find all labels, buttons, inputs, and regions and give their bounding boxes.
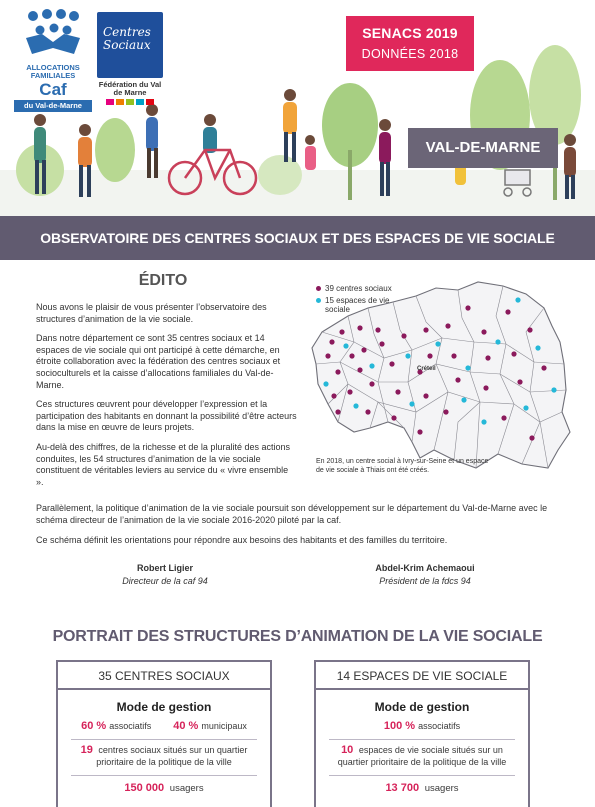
centre-social-marker — [417, 429, 422, 434]
espace-vie-sociale-marker — [551, 387, 556, 392]
centre-social-marker — [511, 351, 516, 356]
stat-label: associatifs — [109, 721, 152, 731]
edito-title: ÉDITO — [138, 272, 188, 289]
department-map — [308, 272, 578, 488]
card-mode: Mode de gestion — [374, 700, 470, 714]
caf-alloc-text: ALLOCATIONS FAMILIALES — [26, 63, 80, 80]
legend-dot-evs — [316, 298, 321, 303]
stat-label: municipaux — [201, 721, 247, 731]
legend-item — [316, 284, 396, 293]
card-users — [58, 782, 270, 794]
centre-social-marker — [529, 435, 534, 440]
espace-vie-sociale-marker — [481, 419, 486, 424]
centre-social-marker — [481, 329, 486, 334]
signature-name: Abdel-Krim Achemaoui — [375, 563, 475, 573]
centre-social-marker — [505, 309, 510, 314]
department-badge: VAL-DE-MARNE — [408, 128, 558, 168]
users-value: 13 700 — [385, 782, 420, 794]
card-header: 35 CENTRES SOCIAUX — [58, 662, 270, 690]
desc-text: centres sociaux situés sur un quartier prioritaire de la politique de la ville — [96, 745, 248, 767]
centre-social-marker — [485, 355, 490, 360]
centre-social-marker — [349, 353, 354, 358]
caf-logo — [14, 8, 92, 118]
desc-value: 10 — [341, 744, 354, 756]
legend-dot-centres — [316, 286, 321, 291]
caf-family-icon — [22, 8, 84, 58]
centre-social-marker — [427, 353, 432, 358]
card-stats — [316, 720, 528, 732]
centre-social-marker — [335, 409, 340, 414]
senacs-year: SENACS 2019 — [362, 25, 458, 41]
color-dot — [126, 99, 134, 105]
card-espaces-vie-sociale — [314, 660, 530, 807]
centre-social-marker — [325, 353, 330, 358]
centre-social-marker — [331, 393, 336, 398]
main-title: OBSERVATOIRE DES CENTRES SOCIAUX ET DES ESPACES DE VIE SOCIALE — [0, 216, 595, 260]
card-header: 14 ESPACES DE VIE SOCIALE — [316, 662, 528, 690]
stat-value: 40 % — [173, 720, 199, 732]
centre-social-marker — [339, 329, 344, 334]
caf-title: Caf — [39, 80, 67, 99]
color-dot — [116, 99, 124, 105]
espace-vie-sociale-marker — [353, 403, 358, 408]
centre-social-marker — [375, 327, 380, 332]
color-dot — [136, 99, 144, 105]
stat-item — [81, 720, 151, 732]
divider — [71, 775, 257, 776]
stat-value: 100 % — [383, 720, 416, 732]
federation-color-dots — [97, 99, 163, 105]
espace-vie-sociale-marker — [515, 297, 520, 302]
signature-name: Robert Ligier — [136, 563, 193, 573]
card-stats — [58, 720, 270, 732]
centre-social-marker — [369, 381, 374, 386]
edito-text — [36, 302, 298, 496]
centre-social-marker — [347, 389, 352, 394]
centre-social-marker — [541, 365, 546, 370]
federation-logo-word-1: Centres — [103, 25, 151, 39]
federation-logo — [97, 12, 167, 116]
centre-social-marker — [527, 327, 532, 332]
users-label: usagers — [169, 783, 204, 794]
centre-social-marker — [443, 409, 448, 414]
senacs-badge — [346, 16, 474, 71]
divider — [71, 739, 257, 740]
edito-paragraph: Ce schéma définit les orientations pour répondre aux besoins des habitants et des familles du territoire. — [36, 535, 448, 546]
users-label: usagers — [424, 783, 459, 794]
federation-logo-box — [97, 12, 163, 78]
centre-social-marker — [401, 333, 406, 338]
caf-dept: du Val-de-Marne — [14, 100, 92, 112]
espace-vie-sociale-marker — [409, 401, 414, 406]
centre-social-marker — [395, 389, 400, 394]
signature-fdcs — [340, 562, 510, 588]
card-users — [316, 782, 528, 794]
edito-paragraph: Nous avons le plaisir de vous présenter l’observatoire des structures d’animation de la vie sociale. — [36, 302, 267, 324]
desc-text: espaces de vie sociale situés sur un quartier prioritaire de la politique de la ville — [337, 745, 507, 767]
map-city-label: Créteil — [417, 366, 436, 372]
legend-item — [316, 296, 396, 314]
federation-text: Fédération du Val de Marne — [98, 80, 162, 97]
stat-value: 60 % — [81, 720, 107, 732]
signature-role: Président de la fdcs 94 — [379, 576, 471, 586]
centre-social-marker — [357, 367, 362, 372]
centre-social-marker — [445, 323, 450, 328]
edito-paragraph: Au-delà des chiffres, de la richesse et de la pluralité des actions conduites, les 54 structures d’animation de la vie sociale constituent de véritables leviers au service du « vivre ensemble ». — [36, 441, 290, 487]
users-value: 150 000 — [124, 782, 165, 794]
centre-social-marker — [423, 393, 428, 398]
map-note: En 2018, un centre social à Ivry-sur-Seine et un espace de vie sociale à Thiais ont été créés. — [316, 458, 489, 474]
centre-social-marker — [423, 327, 428, 332]
centre-social-marker — [329, 339, 334, 344]
edito-paragraph: Dans notre département ce sont 35 centres sociaux et 14 espaces de vie sociale qui ont participé à cette démarche, en étroite collaboration avec la fédération des centres sociaux et socioculturels et la caisse d’allocations familiales du Val-de-Marne. — [36, 333, 281, 390]
stat-item — [384, 720, 460, 732]
stat-item — [173, 720, 247, 732]
centre-social-marker — [357, 325, 362, 330]
senacs-data-year: DONNÉES 2018 — [361, 47, 459, 61]
desc-value: 19 — [80, 744, 93, 756]
color-dot — [146, 99, 154, 105]
legend-label: 39 centres sociaux — [325, 284, 392, 293]
centre-social-marker — [361, 347, 366, 352]
edito-paragraph: Parallèlement, la politique d’animation de la vie sociale poursuit son développement sur le département du Val-de-Marne avec le schéma directeur de l’animation de la vie sociale 2016-2020 piloté par la caf. — [36, 503, 548, 525]
legend-label: 15 espaces de vie sociale — [325, 296, 390, 314]
centre-social-marker — [391, 415, 396, 420]
card-mode: Mode de gestion — [116, 700, 212, 714]
centre-social-marker — [379, 341, 384, 346]
color-dot — [106, 99, 114, 105]
centre-social-marker — [483, 385, 488, 390]
signature-role: Directeur de la caf 94 — [122, 576, 208, 586]
centre-social-marker — [465, 305, 470, 310]
map-legend — [316, 284, 396, 317]
card-centres-sociaux — [56, 660, 272, 807]
centre-social-marker — [365, 409, 370, 414]
stat-label: associatifs — [418, 721, 461, 731]
espace-vie-sociale-marker — [323, 381, 328, 386]
centre-social-marker — [501, 415, 506, 420]
centre-social-marker — [389, 361, 394, 366]
centre-social-marker — [335, 369, 340, 374]
signature-caf — [90, 562, 240, 588]
espace-vie-sociale-marker — [461, 397, 466, 402]
espace-vie-sociale-marker — [495, 339, 500, 344]
espace-vie-sociale-marker — [369, 363, 374, 368]
federation-logo-word-2: Sociaux — [103, 38, 151, 52]
divider — [329, 775, 515, 776]
espace-vie-sociale-marker — [465, 365, 470, 370]
espace-vie-sociale-marker — [435, 341, 440, 346]
espace-vie-sociale-marker — [343, 343, 348, 348]
centre-social-marker — [455, 377, 460, 382]
espace-vie-sociale-marker — [535, 345, 540, 350]
header-banner — [0, 0, 595, 216]
centre-social-marker — [451, 353, 456, 358]
divider — [329, 739, 515, 740]
espace-vie-sociale-marker — [523, 405, 528, 410]
portrait-title: PORTRAIT DES STRUCTURES D’ANIMATION DE LA VIE SOCIALE — [52, 628, 543, 645]
centre-social-marker — [517, 379, 522, 384]
edito-paragraph: Ces structures œuvrent pour développer l’expression et la participation des habitants en donnant la possibilité d’être acteurs dans la mise en œuvre de leurs projets. — [36, 399, 297, 433]
edito-full-text — [36, 503, 566, 556]
espace-vie-sociale-marker — [405, 353, 410, 358]
card-description — [316, 745, 528, 768]
card-description — [58, 745, 270, 768]
